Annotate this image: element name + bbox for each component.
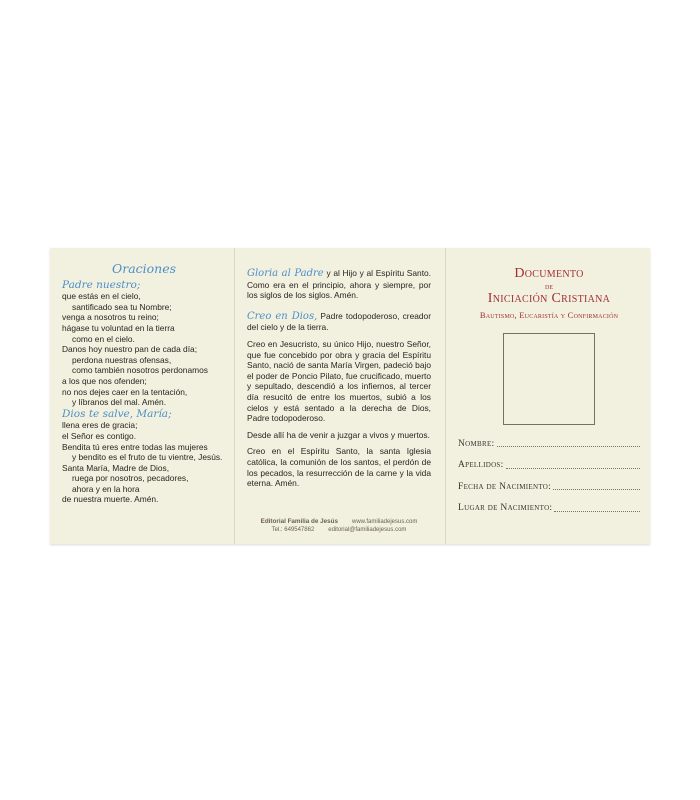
credo-paragraph: Creo en Jesucristo, su único Hijo, nuestro Señor, que fue concebido por obra y gracia del Espíritu Santo, nació de santa María Virgen, padeció bajo el poder de Poncio Pilato, fue crucificado, muerto y sepultado, descendió a los infiernos, al tercer día resucitó de entre los muertos, subió a los cielos y está sentado a la derecha de Dios, Padre todopoderoso. — [247, 338, 431, 424]
fill-line — [497, 445, 641, 447]
prayer-line: de nuestra muerte. Amén. — [62, 494, 159, 505]
creo-text: Padre todopoderoso, creador del cielo y de la tierra. — [247, 310, 432, 333]
field-label: Apellidos: — [458, 460, 504, 471]
creo-paragraph — [247, 311, 431, 333]
ave-maria-title: Dios te salve, María; — [62, 407, 172, 420]
field-label: Nombre: — [458, 438, 495, 449]
certificate-panel — [446, 248, 650, 544]
publisher-email: editorial@familiadejesus.com — [328, 527, 407, 533]
gloria-title: Gloria al Padre — [247, 268, 324, 279]
prayer-line: como en el cielo. — [72, 333, 135, 344]
gloria-text: y al Hijo y al Espíritu Santo. Como era en el principio, ahora y siempre, por los siglos de los siglos. Amén. — [247, 268, 432, 301]
ave-maria-text — [62, 420, 226, 505]
publisher-website: www.familiadejesus.com — [351, 519, 418, 525]
prayers-title: Oraciones — [111, 261, 177, 276]
prayer-line: Santa María, Madre de Dios, — [62, 462, 170, 473]
prayer-line: santificado sea tu Nombre; — [72, 301, 172, 312]
field-lugar-nacimiento — [458, 503, 640, 514]
field-nombre — [458, 439, 640, 450]
brochure-card — [50, 248, 650, 544]
creo-title: Creo en Dios, — [247, 310, 318, 322]
document-title-2: Iniciación Cristiana — [487, 291, 611, 306]
prayer-line: llena eres de gracia; — [62, 420, 138, 431]
prayer-line: no nos dejes caer en la tentación, — [62, 386, 188, 397]
field-fecha-nacimiento — [458, 482, 640, 493]
document-subtitle: Bautismo, Eucaristía y Confirmación — [479, 310, 619, 320]
fill-line — [553, 488, 640, 490]
prayer-line: como también nosotros perdonamos — [72, 365, 208, 376]
document-title-de: de — [545, 281, 553, 291]
field-apellidos — [458, 460, 640, 471]
photo-box — [503, 333, 595, 425]
prayer-line: venga a nosotros tu reino; — [62, 312, 159, 323]
gloria-paragraph — [247, 268, 431, 301]
publisher-footer — [247, 518, 431, 534]
credo-paragraph: Creo en el Espíritu Santo, la santa Iglesia católica, la comunión de los santos, el perdón de los pecados, la resurrección de la carne y la vida eterna. Amén. — [247, 446, 431, 489]
prayer-line: a los que nos ofenden; — [62, 375, 147, 386]
prayer-line: ruega por nosotros, pecadores, — [72, 473, 189, 484]
form-fields — [458, 439, 640, 514]
credo-paragraph: Desde allí ha de venir a juzgar a vivos y muertos. — [247, 429, 430, 440]
padre-nuestro-title: Padre nuestro; — [62, 278, 141, 291]
prayer-line: ahora y en la hora — [72, 483, 140, 494]
field-label: Fecha de Nacimiento: — [458, 481, 552, 492]
prayer-line: hágase tu voluntad en la tierra — [62, 322, 175, 333]
publisher-phone: Tel.: 649547862 — [271, 527, 315, 533]
credo-panel — [235, 248, 445, 544]
prayer-line: y bendito es el fruto de tu vientre, Jesús. — [72, 452, 223, 463]
prayer-line: Danos hoy nuestro pan de cada día; — [62, 344, 198, 355]
document-title: Documento — [514, 266, 584, 281]
field-label: Lugar de Nacimiento: — [458, 503, 553, 514]
publisher-name: Editorial Familia de Jesús — [260, 518, 338, 525]
prayer-line: perdona nuestras ofensas, — [72, 354, 172, 365]
fill-line — [554, 510, 640, 512]
fill-line — [506, 467, 640, 469]
prayers-panel — [50, 248, 234, 544]
prayer-line: que estás en el cielo, — [62, 291, 141, 302]
prayer-line: y líbranos del mal. Amén. — [72, 397, 167, 408]
prayer-line: el Señor es contigo. — [62, 430, 137, 441]
prayer-line: Bendita tú eres entre todas las mujeres — [62, 441, 208, 452]
padre-nuestro-text — [62, 291, 226, 408]
